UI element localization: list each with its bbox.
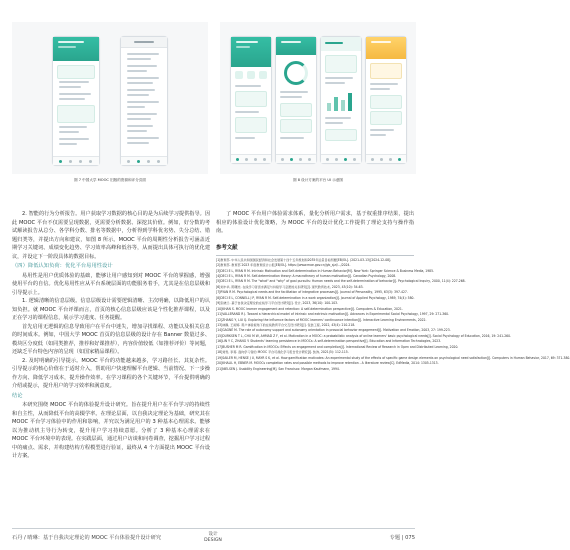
reference-item: [14]GAGNÉ M. The role of autonomy support and autonomy orientation in prosocial behavior engagement[J]. Motivation and Emotion, 2003, 27: 199-223. xyxy=(216,328,451,333)
reference-item: [4]DECI E L, RYAN R M. Self-determination theory: A macrotheory of human motivation[J]. Canadian Psychology, 2008. xyxy=(216,273,397,278)
body-column-left xyxy=(12,210,210,461)
journal-logo-bottom: DESIGN xyxy=(204,537,222,543)
reference-item: [21]NIELSEN J. Usability Engineering[M]. San Francisco: Morgan Kaufmann, 1994. xyxy=(216,366,340,371)
paragraph: 了 MOOC 平台用户体验需求体系，量化分析用户需求，基于权重排序结果，提出相应的体验设计优化策略，为 MOOC 平台的设计优化工作提供了理论支持与操作指南。 xyxy=(216,211,414,234)
phone-screenshot xyxy=(320,36,362,164)
reference-item: [20]KHALIL H, EBNER M. MOOCs completion rates and possible methods to improve retention - A literature review[C]. EdMedia, 2014: 1305-1313. xyxy=(216,361,439,366)
paragraph: 2. 智能的行为分析报告。用户获取学习数据的核心目的是为后续学习提供指导。因此 MOOC 平台不仅需要呈现数据，更需要分析数据、深挖其价值。例如，好分数的考试解读报告从总分、各学科分数、排名等数据中，分析得到学科优劣势、失分总结、错题归类等，并提出方向和建议，如图 8 所示。MOOC 平台的周期性分析报告可涵盖近期学习关键词、成绩变化趋势、学习效率高峰和低谷等，从而提出具体可执行的优化建议，并设定下一阶段具体的数据目标。 xyxy=(12,211,210,260)
reference-item: [9]张晓兰. 基于自我决定理论的在线学习平台设计研究[J]. 设计, 2023, 36(10): 100-103. xyxy=(216,301,339,306)
paragraph: 首先启用无逻辑的信息导致用户在平台中迷失，增加寻找课程、功能以及相关信息的时间成本。例如，中国大学 MOOC 首页的信息层级的设计存在 Banner 数量过多、模块区分度低（如同类推荐，推荐和好课推荐），内容价值较低（如推荐评价）等问题，还缺乏平台特色内容的呈现（如国家精品课程）。 xyxy=(12,323,210,355)
reference-item: [15]DURKSEN T L, CHU M W, AHMAD Z F, et al. Motivation in a MOOC: a probabilistic analysis of online learners' basic psychological needs[J]. Social Psychology of Education, 2016, 19: 241-260. xyxy=(216,333,512,338)
phone-screenshot xyxy=(230,36,272,164)
paragraph: 1. 逻辑清晰的信息层级。信息层级设计需要逻辑清晰、主次明确，以降低用户的认知负担。就 MOOC 平台评课而言，首页的核心信息层级应该是个性化推荐课程，以及正在学习的课程信息，展示学习进度、任务提醒。 xyxy=(12,298,210,321)
reference-item: [1]教育部. 中华人民共和国国民经济和社会发展第十四个五年规划和2035年远景目标纲要[EB/OL]. (2021-03-13)[2024-12-08]. xyxy=(216,257,392,262)
figures-row xyxy=(12,22,415,192)
phone-screenshot xyxy=(365,36,407,164)
divider xyxy=(216,255,414,256)
references-title: 参考文献 xyxy=(216,244,238,251)
divider xyxy=(12,528,415,529)
reference-item: [18]刘雪, 李莉. 面向学习者的 MOOC 平台可视化学习报告设计研究[J]. 装饰, 2021(5): 112-115. xyxy=(216,350,349,355)
reference-item: [19]SAILER M, HENSE J U, MAYR S K, et al. How gamification motivates: An experimental study of the effects of specific game design elements on psychological need satisfaction[J]. Computers in Human Behavior, 2017, 69: 371-380. xyxy=(216,355,570,360)
running-title: 石丹 / 晴琳：基于自我决定理论的 MOOC 平台体验提升设计研究 xyxy=(12,535,162,541)
figure-8 xyxy=(220,22,416,192)
phone-screenshot xyxy=(120,36,168,166)
reference-item: [12]ZHANG Y, LIU Q. Exploring the influence factors of MOOC learners' continuance intention[J]. Interactive Learning Environments, 2022. xyxy=(216,317,427,322)
figure-8-caption: 图 8 设计方案的平台 UI 示意图 xyxy=(292,178,344,182)
paragraph: 易用性是用户优质体验的基础，能够让用户感知到对 MOOC 平台的掌握感，增强使用平台的自信。优化易用性应从平台系统层面的功能服务着手，尤其是在信息层级和引导提示上。 xyxy=(12,272,210,296)
reference-item: [6]刘丰华, 陈曙光. 在线学习者需求满足与持续学习意愿的关系研究[J]. 现代教育技术, 2023, 43(10): 54-63. xyxy=(216,284,364,289)
phone-screenshot xyxy=(275,36,317,164)
reference-item: [10]KHAN S. MOOC learner engagement and retention: A self-determination perspective[J]. Computers & Education, 2021. xyxy=(216,306,403,311)
section-heading: 结论 xyxy=(12,392,23,399)
figure-7 xyxy=(12,22,208,192)
page-footer xyxy=(0,528,427,548)
journal-logo xyxy=(193,532,233,543)
reference-item: [7]RYAN R M. Psychological needs and the facilitation of integrative processes[J]. Journal of Personality, 1995, 63(3): 397-427. xyxy=(216,290,408,295)
figure-8-image xyxy=(220,22,416,174)
reference-item: [13]林静, 王雨婷. 用户体验视角下的在线教育平台交互设计研究[J]. 包装工程, 2022, 43(4): 210-218. xyxy=(216,323,356,328)
reference-item: [11]VALLERAND R J. Toward a hierarchical model of intrinsic and extrinsic motivation[J]. Advances in Experimental Social Psychology, 1997, 29: 271-360. xyxy=(216,312,450,317)
section-heading: （四）降低认知负荷：优化平台易用性设计 xyxy=(12,263,113,269)
figure-7-image xyxy=(12,22,208,174)
paragraph: 2. 及时明确的引导提示。MOOC 平台的功能越来越多，学习路径长、其复杂性。引导提示的核心价值在于适时介入，帮助用户快速理解平台逻辑、当前情况、下一步操作方向、降低学习成本，提升操作效率。在学习课程的各个关键环节，平台提供明确的介绍或提示，提升用户的学习效率和满意度。 xyxy=(12,357,210,389)
reference-item: [8]DECI E L, CONNELL J P, RYAN R M. Self-determination in a work organization[J]. Journal of Applied Psychology, 1989, 74(4): 580. xyxy=(216,295,415,300)
figure-7-caption: 图 7 中国大学 MOOC 旧版的资源和评分页面 xyxy=(73,178,147,182)
body-column-right xyxy=(216,210,570,372)
reference-item: [5]DECI E L, RYAN R M. The "what" and "why" of goal pursuits: Human needs and the self-determination of behavior[J]. Psychological Inquiry, 2000, 11(4): 227-268. xyxy=(216,279,466,284)
reference-item: [2]教育部. 教育部 2023 年度教育统计公报[EB/OL]. https://www.moe.gov.cn/jyb_sjzl/.../2024. xyxy=(216,263,351,268)
journal-logo-top: 设计 xyxy=(208,532,218,537)
references-list xyxy=(216,257,570,373)
reference-item: [3]DECI E L, RYAN R M. Intrinsic Motivation and Self-determination in Human Behavior[M]. New York: Springer Science & Business Media, 1985. xyxy=(216,268,435,273)
reference-item: [17]BUSHER M R. Gamification in MOOCs: Effects on engagement and completion[J]. International Review of Research in Open and Distributed Learning, 2020. xyxy=(216,344,459,349)
paragraph: 本研究围绕 MOOC 平台的体验提升设计研究。旨在提升用户在平台学习的持续性和自主性，从而降低平台的高辍学率。在理论层面，以自我决定理论为基础，研究其在 MOOC 平台学习体验中的作用和影响，并究以为满足用户的 3 种基本心理需求。能够以为推动机主导行为转变，提升用户学习持续意愿。分析了 3 种基本心理需求在 MOOC 平台环境中的表现。在实践层面，通过用户访谈和问卷调查，挖掘用户学习过程中的痛点、需求，并构建结构方程模型进行验证，最终从 4 个方面提出 MOOC 平台设计方案。 xyxy=(12,402,210,459)
reference-item: [16]LIN Y C, ZHANG Y. Students' learning persistence in MOOCs: A self-determination perspective[J]. Education and Information Technologies, 2023. xyxy=(216,339,442,344)
page-number: 专题 | 075 xyxy=(389,535,415,541)
phone-screenshot xyxy=(52,36,100,166)
